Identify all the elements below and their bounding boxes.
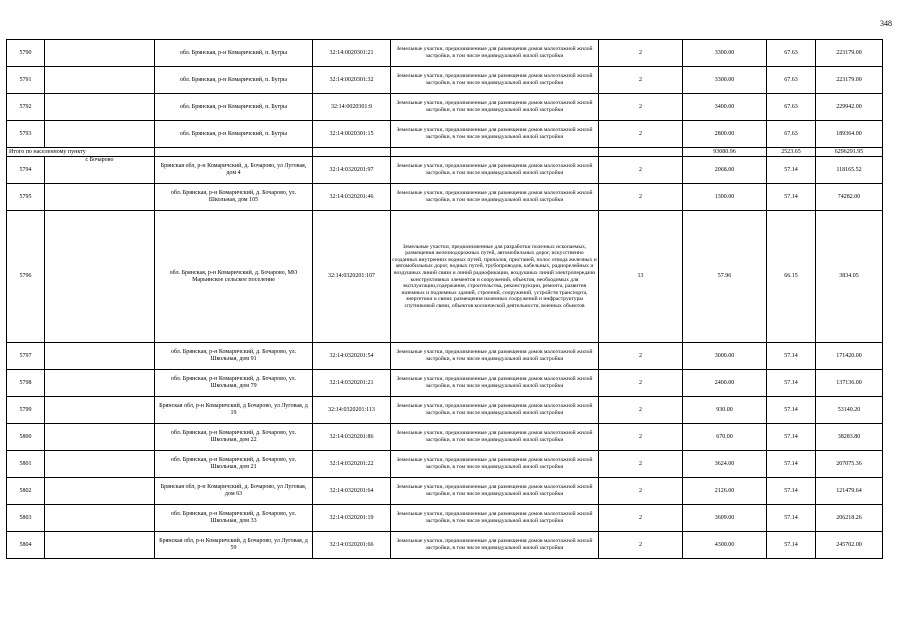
row-locality <box>45 370 155 397</box>
row-sum: 38283.80 <box>816 424 883 451</box>
table-row <box>7 451 883 478</box>
row-number: 5801 <box>7 451 45 478</box>
row-rate: 57.14 <box>767 478 816 505</box>
row-cadastral-number: 32:14:0320201:54 <box>313 343 391 370</box>
row-cadastral-number: 32:14:0320201:86 <box>313 424 391 451</box>
row-rate: 57.14 <box>767 505 816 532</box>
row-address: обл. Брянская, р-н Комаричский, д. Бочарово, ул. Школьная, дом 33 <box>155 505 313 532</box>
row-quantity: 13 <box>599 211 683 343</box>
row-sum: 223179.00 <box>816 67 883 94</box>
row-locality <box>45 343 155 370</box>
row-cadastral-number: 32:14:0320201:107 <box>313 211 391 343</box>
table-row <box>7 40 883 67</box>
row-locality <box>45 211 155 343</box>
row-purpose: Земельные участки, предназначенные для размещения домов малоэтажной жилой застройки, в том числе индивидуальной жилой застройки <box>391 451 599 478</box>
row-number: 5795 <box>7 184 45 211</box>
row-number: 5796 <box>7 211 45 343</box>
row-quantity: 2 <box>599 451 683 478</box>
row-address: обл. Брянская, р-н Комаричский, д. Бочарово, ул. Школьная, дом 91 <box>155 343 313 370</box>
total-empty-address <box>155 148 313 157</box>
row-area: 3300.00 <box>683 40 767 67</box>
row-purpose: Земельные участки, предназначенные для размещения домов малоэтажной жилой застройки, в том числе индивидуальной жилой застройки <box>391 370 599 397</box>
row-sum: 74282.00 <box>816 184 883 211</box>
total-rate: 2523.65 <box>767 148 816 157</box>
row-sum: 206218.26 <box>816 505 883 532</box>
row-purpose: Земельные участки, предназначенные для размещения домов малоэтажной жилой застройки, в том числе индивидуальной жилой застройки <box>391 343 599 370</box>
row-cadastral-number: 32:14:0320201:113 <box>313 397 391 424</box>
row-locality <box>45 451 155 478</box>
row-sum: 171420.00 <box>816 343 883 370</box>
row-number: 5804 <box>7 532 45 559</box>
row-quantity: 2 <box>599 424 683 451</box>
table-row <box>7 532 883 559</box>
row-cadastral-number: 32:14:0320201:19 <box>313 505 391 532</box>
row-locality <box>45 478 155 505</box>
row-sum: 137136.00 <box>816 370 883 397</box>
row-sum: 223179.00 <box>816 40 883 67</box>
row-cadastral-number: 32:14:0320201:21 <box>313 370 391 397</box>
row-cadastral-number: 32:14:0320201:97 <box>313 157 391 184</box>
row-quantity: 2 <box>599 157 683 184</box>
row-quantity: 2 <box>599 343 683 370</box>
row-rate: 57.14 <box>767 157 816 184</box>
total-area: 93080.96 <box>683 148 767 157</box>
table-row <box>7 121 883 148</box>
row-number: 5799 <box>7 397 45 424</box>
row-purpose: Земельные участки, предназначенные для размещения домов малоэтажной жилой застройки, в том числе индивидуальной жилой застройки <box>391 94 599 121</box>
row-cadastral-number: 32:14:0020301:32 <box>313 67 391 94</box>
row-rate: 57.14 <box>767 184 816 211</box>
row-sum: 118165.52 <box>816 157 883 184</box>
row-address: обл. Брянская, р-н Комаричский, д. Бочарово, ул. Школьная, дом 79 <box>155 370 313 397</box>
cadastral-value-table <box>6 39 883 559</box>
total-empty-qty <box>599 148 683 157</box>
row-quantity: 2 <box>599 121 683 148</box>
row-purpose: Земельные участки, предназначенные для размещения домов малоэтажной жилой застройки, в том числе индивидуальной жилой застройки <box>391 532 599 559</box>
row-purpose: Земельные участки, предназначенные для размещения домов малоэтажной жилой застройки, в том числе индивидуальной жилой застройки <box>391 424 599 451</box>
row-quantity: 2 <box>599 67 683 94</box>
table-row <box>7 211 883 343</box>
row-sum: 189364.00 <box>816 121 883 148</box>
row-area: 3624.00 <box>683 451 767 478</box>
row-number: 5793 <box>7 121 45 148</box>
row-rate: 57.14 <box>767 424 816 451</box>
row-area: 2800.00 <box>683 121 767 148</box>
row-quantity: 2 <box>599 397 683 424</box>
row-locality <box>45 505 155 532</box>
total-sum: 6296291.95 <box>816 148 883 157</box>
row-address: Брянская обл, р-н Комаричский, д Бочарово, ул Луговая, д 19 <box>155 397 313 424</box>
row-number: 5798 <box>7 370 45 397</box>
row-locality <box>45 40 155 67</box>
row-locality <box>45 532 155 559</box>
table-row <box>7 397 883 424</box>
row-address: обл. Брянская, р-н Комаричский, п. Бугры <box>155 121 313 148</box>
row-purpose: Земельные участки, предназначенные для размещения домов малоэтажной жилой застройки, в том числе индивидуальной жилой застройки <box>391 478 599 505</box>
table-row <box>7 67 883 94</box>
row-cadastral-number: 32:14:0320201:66 <box>313 532 391 559</box>
row-sum: 3834.05 <box>816 211 883 343</box>
row-rate: 57.14 <box>767 370 816 397</box>
row-area: 4300.00 <box>683 532 767 559</box>
row-rate: 57.14 <box>767 397 816 424</box>
row-number: 5794 <box>7 157 45 184</box>
row-locality <box>45 184 155 211</box>
total-label: Итого по населенному пункту <box>7 148 155 157</box>
row-locality <box>45 424 155 451</box>
row-cadastral-number: 32:14:0020301:15 <box>313 121 391 148</box>
row-purpose: Земельные участки, предназначенные для размещения домов малоэтажной жилой застройки, в том числе индивидуальной жилой застройки <box>391 505 599 532</box>
row-purpose: Земельные участки, предназначенные для размещения домов малоэтажной жилой застройки, в том числе индивидуальной жилой застройки <box>391 40 599 67</box>
table-body-after-total <box>7 157 883 559</box>
row-quantity: 2 <box>599 478 683 505</box>
page-number: 348 <box>880 19 892 28</box>
row-area: 2068.00 <box>683 157 767 184</box>
row-number: 5800 <box>7 424 45 451</box>
table-row <box>7 94 883 121</box>
row-sum: 207075.36 <box>816 451 883 478</box>
row-rate: 67.63 <box>767 94 816 121</box>
row-area: 3400.00 <box>683 94 767 121</box>
row-address: Брянская обл, р-н Комаричский, д. Бочарово, ул Луговая, дом 63 <box>155 478 313 505</box>
table-row <box>7 424 883 451</box>
row-area: 2400.00 <box>683 370 767 397</box>
row-address: Брянская обл, р-н Комаричский, д. Бочарово, ул Луговая, дом 4 <box>155 157 313 184</box>
row-number: 5802 <box>7 478 45 505</box>
row-rate: 67.63 <box>767 121 816 148</box>
row-address: Брянская обл, р-н Комаричский, д Бочарово, ул Луговая, д 59 <box>155 532 313 559</box>
row-quantity: 2 <box>599 184 683 211</box>
row-quantity: 2 <box>599 40 683 67</box>
row-cadastral-number: 32:14:0020301:9 <box>313 94 391 121</box>
row-purpose: Земельные участки, предназначенные для размещения домов малоэтажной жилой застройки, в том числе индивидуальной жилой застройки <box>391 184 599 211</box>
row-address: обл. Брянская, р-н Комаричский, п. Бугры <box>155 40 313 67</box>
row-cadastral-number: 32:14:0320201:46 <box>313 184 391 211</box>
table-body-before-total <box>7 40 883 148</box>
row-number: 5797 <box>7 343 45 370</box>
row-locality <box>45 397 155 424</box>
row-area: 3300.00 <box>683 67 767 94</box>
table-row <box>7 157 883 184</box>
row-purpose: Земельные участки, предназначенные для размещения домов малоэтажной жилой застройки, в том числе индивидуальной жилой застройки <box>391 157 599 184</box>
row-purpose: Земельные участки, предназначенные для размещения домов малоэтажной жилой застройки, в том числе индивидуальной жилой застройки <box>391 121 599 148</box>
row-area: 930.00 <box>683 397 767 424</box>
row-address: обл. Брянская, р-н Комаричский, п. Бугры <box>155 67 313 94</box>
row-sum: 121479.64 <box>816 478 883 505</box>
row-locality <box>45 121 155 148</box>
row-area: 1300.00 <box>683 184 767 211</box>
row-area: 3000.00 <box>683 343 767 370</box>
row-cadastral-number: 32:14:0320201:22 <box>313 451 391 478</box>
row-cadastral-number: 32:14:0320201:64 <box>313 478 391 505</box>
row-sum: 53140.20 <box>816 397 883 424</box>
row-locality <box>45 67 155 94</box>
row-cadastral-number: 32:14:0020301:21 <box>313 40 391 67</box>
row-quantity: 2 <box>599 505 683 532</box>
table-row <box>7 184 883 211</box>
row-purpose: Земельные участки, предназначенные для размещения домов малоэтажной жилой застройки, в том числе индивидуальной жилой застройки <box>391 397 599 424</box>
row-area: 2126.00 <box>683 478 767 505</box>
row-area: 57.96 <box>683 211 767 343</box>
row-number: 5790 <box>7 40 45 67</box>
total-empty-purpose <box>391 148 599 157</box>
row-address: обл. Брянская, р-н Комаричский, д. Бочарово, МО Марьинское сельское поселение <box>155 211 313 343</box>
locality-total-row <box>7 148 883 157</box>
row-address: обл. Брянская, р-н Комаричский, д. Бочарово, ул. Школьная, дом 21 <box>155 451 313 478</box>
row-quantity: 2 <box>599 94 683 121</box>
table-row <box>7 343 883 370</box>
row-quantity: 2 <box>599 532 683 559</box>
table-row <box>7 370 883 397</box>
row-rate: 57.14 <box>767 532 816 559</box>
row-area: 3609.00 <box>683 505 767 532</box>
row-area: 670.00 <box>683 424 767 451</box>
row-locality <box>45 94 155 121</box>
row-rate: 57.14 <box>767 343 816 370</box>
row-rate: 66.15 <box>767 211 816 343</box>
row-purpose: Земельные участки, предназначенные для размещения домов малоэтажной жилой застройки, в том числе индивидуальной жилой застройки <box>391 67 599 94</box>
row-quantity: 2 <box>599 370 683 397</box>
row-address: обл. Брянская, р-н Комаричский, п. Бугры <box>155 94 313 121</box>
row-rate: 57.14 <box>767 451 816 478</box>
locality-name: с Бочарово <box>45 157 155 184</box>
row-number: 5803 <box>7 505 45 532</box>
table-row <box>7 478 883 505</box>
table-body-total <box>7 148 883 157</box>
row-sum: 245702.00 <box>816 532 883 559</box>
row-number: 5791 <box>7 67 45 94</box>
row-sum: 229942.00 <box>816 94 883 121</box>
row-rate: 67.63 <box>767 40 816 67</box>
row-purpose: Земельные участки, предназначенные для разработки полезных ископаемых, размещения железнодорожных путей, автомобильных дорог, искусственно созданных внутренних водных путей, причалов, пристаней, полос отвода железных и автомобильных дорог, водных путей, трубопроводов, кабельных, радиорелейных и воздушных линий связи и линий радиофикации, воздушных линий электропередачи конструктивных элементов и сооружений, объектов, необходимых для эксплуатации,содержания, строительства, реконструкции, ремонта, развития наземных и подземных зданий, строений, сооружений, устройств транспорта, энергетики и связи; размещения наземных сооружений и инфраструктуры спутниковой связи, объектов космической деятельности, военных объектов <box>391 211 599 343</box>
row-rate: 67.63 <box>767 67 816 94</box>
row-number: 5792 <box>7 94 45 121</box>
row-address: обл. Брянская, р-н Комаричский, д. Бочарово, ул. Школьная, дом 105 <box>155 184 313 211</box>
table-row <box>7 505 883 532</box>
total-empty-cadastral <box>313 148 391 157</box>
row-address: обл. Брянская, р-н Комаричский, д. Бочарово, ул. Школьная, дом 22 <box>155 424 313 451</box>
